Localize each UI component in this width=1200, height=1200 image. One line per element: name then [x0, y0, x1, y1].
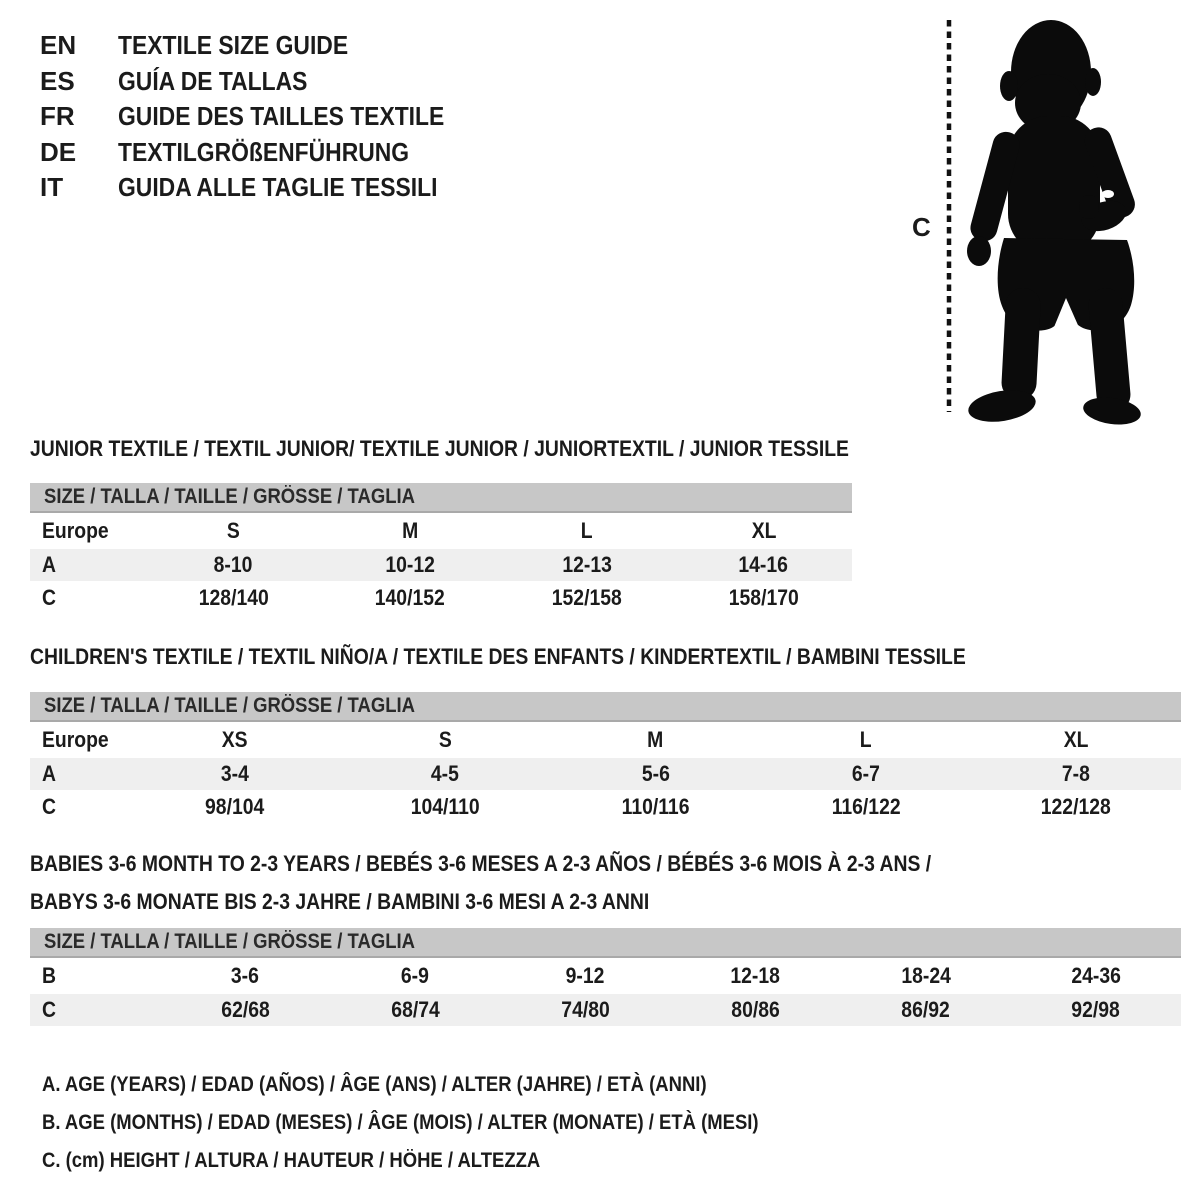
row-label: A: [42, 761, 56, 786]
cell-value: M: [402, 518, 419, 543]
language-row: [40, 28, 489, 64]
cell-value: S: [226, 518, 240, 543]
value-cell: [971, 727, 1181, 753]
cell-value: XL: [1063, 727, 1089, 752]
row-label: Europe: [42, 727, 109, 752]
cell-value: 122/128: [1040, 794, 1111, 819]
table-row: [30, 722, 1181, 758]
size-table-babies: [30, 928, 1181, 1026]
cell-value: 140/152: [375, 585, 446, 610]
row-label: C: [42, 794, 56, 819]
value-cell: [499, 585, 676, 611]
cell-value: 158/170: [728, 585, 799, 610]
value-cell: [761, 727, 971, 753]
cell-value: 5-6: [641, 761, 670, 786]
section-title-babies: [30, 845, 1054, 921]
cell-value: 68/74: [391, 997, 440, 1022]
value-cell: [340, 794, 550, 820]
cell-value: 116/122: [831, 794, 901, 819]
value-cell: [550, 761, 760, 787]
legend-text: B. AGE (MONTHS) / EDAD (MESES) / ÂGE (MOIS) / ALTER (MONATE) / ETÀ (MESI): [42, 1111, 759, 1134]
row-label-cell: [30, 727, 130, 753]
value-cell: [160, 997, 330, 1023]
size-header-label: SIZE / TALLA / TAILLE / GRÖSSE / TAGLIA: [44, 930, 415, 953]
cell-value: 14-16: [738, 552, 789, 577]
row-label: B: [42, 963, 56, 988]
value-cell: [841, 963, 1011, 989]
value-cell: [550, 794, 760, 820]
section-title-text: CHILDREN'S TEXTILE / TEXTIL NIÑO/A / TEXTILE DES ENFANTS / KINDERTEXTIL / BAMBINI TESSILE: [30, 644, 966, 669]
row-label-cell: [30, 963, 160, 989]
legend-text: C. (cm) HEIGHT / ALTURA / HAUTEUR / HÖHE / ALTEZZA: [42, 1149, 541, 1172]
legend-line: [42, 1142, 856, 1180]
value-cell: [322, 585, 499, 611]
table-row: [30, 758, 1181, 790]
cell-value: XS: [222, 727, 249, 752]
value-cell: [671, 963, 841, 989]
cell-value: 24-36: [1071, 963, 1121, 988]
row-label: C: [42, 997, 56, 1022]
cell-value: 80/86: [731, 997, 780, 1022]
value-cell: [145, 552, 322, 578]
value-cell: [330, 997, 500, 1023]
value-cell: [340, 727, 550, 753]
value-cell: [761, 794, 971, 820]
cell-value: 7-8: [1061, 761, 1090, 786]
cell-value: 4-5: [431, 761, 460, 786]
value-cell: [499, 518, 676, 544]
language-row: [40, 99, 489, 135]
row-label-cell: [30, 518, 145, 544]
height-measure-label: C: [912, 212, 931, 242]
value-cell: [971, 761, 1181, 787]
value-cell: [145, 518, 322, 544]
section-title-line: [30, 638, 1093, 676]
row-label-cell: [30, 794, 130, 820]
value-cell: [841, 997, 1011, 1023]
value-cell: [550, 727, 760, 753]
value-cell: [675, 552, 852, 578]
language-row: [40, 170, 489, 206]
row-label: Europe: [42, 518, 109, 543]
language-label: GUIDE DES TAILLES TEXTILE: [118, 101, 445, 132]
size-header-bar: [30, 692, 1181, 722]
value-cell: [160, 963, 330, 989]
size-header-bar: [30, 483, 852, 513]
row-label-cell: [30, 761, 130, 787]
value-cell: [761, 761, 971, 787]
cell-value: 152/158: [551, 585, 622, 610]
value-cell: [330, 963, 500, 989]
section-title-text: JUNIOR TEXTILE / TEXTIL JUNIOR/ TEXTILE JUNIOR / JUNIORTEXTIL / JUNIOR TESSILE: [30, 436, 849, 461]
cell-value: 6-7: [851, 761, 880, 786]
language-label: TEXTILGRÖßENFÜHRUNG: [118, 136, 410, 167]
cell-value: 18-24: [901, 963, 951, 988]
value-cell: [675, 518, 852, 544]
cell-value: 98/104: [205, 794, 265, 819]
section-title-text: BABYS 3-6 MONATE BIS 2-3 JAHRE / BAMBINI 3-6 MESI A 2-3 ANNI: [30, 889, 650, 914]
value-cell: [340, 761, 550, 787]
value-cell: [1011, 997, 1181, 1023]
value-cell: [971, 794, 1181, 820]
row-label-cell: [30, 552, 145, 578]
language-list: [40, 28, 489, 206]
value-cell: [1011, 963, 1181, 989]
legend-line: [42, 1104, 856, 1142]
cell-value: 104/110: [410, 794, 480, 819]
cell-value: 10-12: [385, 552, 435, 577]
cell-value: 74/80: [561, 997, 610, 1022]
cell-value: M: [647, 727, 664, 752]
cell-value: L: [859, 727, 872, 752]
table-row: [30, 513, 852, 549]
legend-text: A. AGE (YEARS) / EDAD (AÑOS) / ÂGE (ANS) / ALTER (JAHRE) / ETÀ (ANNI): [42, 1073, 707, 1096]
cell-value: 9-12: [566, 963, 605, 988]
row-label-cell: [30, 585, 145, 611]
cell-value: 110/116: [621, 794, 690, 819]
section-title-line: [30, 430, 961, 468]
cell-value: 8-10: [213, 552, 253, 577]
table-row: [30, 958, 1181, 994]
section-title-line: [30, 845, 1054, 883]
baby-silhouette: [966, 20, 1142, 428]
section-title-junior: [30, 430, 961, 468]
legend-line: [42, 1066, 856, 1104]
language-label: GUÍA DE TALLAS: [118, 65, 308, 96]
cell-value: 12-18: [730, 963, 781, 988]
language-label: GUIDA ALLE TAGLIE TESSILI: [118, 172, 438, 203]
section-title-children: [30, 638, 1093, 676]
table-row: [30, 581, 852, 615]
value-cell: [130, 761, 340, 787]
cell-value: 128/140: [198, 585, 269, 610]
cell-value: L: [580, 518, 593, 543]
legend: [42, 1066, 856, 1180]
cell-value: 92/98: [1071, 997, 1121, 1022]
cell-value: XL: [751, 518, 776, 543]
language-row: [40, 64, 489, 100]
table-row: [30, 790, 1181, 824]
language-code: EN: [40, 30, 77, 61]
row-label-cell: [30, 997, 160, 1023]
language-code: IT: [40, 172, 64, 203]
cell-value: 3-6: [231, 963, 260, 988]
value-cell: [322, 552, 499, 578]
value-cell: [145, 585, 322, 611]
table-row: [30, 994, 1181, 1026]
size-header-bar: [30, 928, 1181, 958]
language-code: DE: [40, 136, 77, 167]
size-header-label: SIZE / TALLA / TAILLE / GRÖSSE / TAGLIA: [44, 694, 415, 717]
value-cell: [130, 727, 340, 753]
value-cell: [130, 794, 340, 820]
section-title-line: [30, 883, 1054, 921]
value-cell: [499, 552, 676, 578]
cell-value: 6-9: [401, 963, 430, 988]
cell-value: 12-13: [562, 552, 612, 577]
cell-value: 62/68: [220, 997, 270, 1022]
cell-value: 3-4: [221, 761, 250, 786]
value-cell: [675, 585, 852, 611]
language-code: ES: [40, 65, 75, 96]
value-cell: [500, 997, 670, 1023]
cell-value: S: [438, 727, 452, 752]
value-cell: [671, 997, 841, 1023]
size-table-children: [30, 692, 1181, 824]
baby-figure: [900, 10, 1150, 430]
cell-value: 86/92: [901, 997, 950, 1022]
size-header-label: SIZE / TALLA / TAILLE / GRÖSSE / TAGLIA: [44, 485, 415, 508]
row-label: C: [42, 585, 56, 610]
table-row: [30, 549, 852, 581]
language-label: TEXTILE SIZE GUIDE: [118, 30, 349, 61]
value-cell: [500, 963, 670, 989]
size-table-junior: [30, 483, 852, 615]
baby-figure-graphic: [900, 10, 1150, 430]
value-cell: [322, 518, 499, 544]
language-row: [40, 135, 489, 171]
section-title-text: BABIES 3-6 MONTH TO 2-3 YEARS / BEBÉS 3-6 MESES A 2-3 AÑOS / BÉBÉS 3-6 MOIS À 2-3 ANS /: [30, 851, 932, 876]
row-label: A: [42, 552, 56, 577]
language-code: FR: [40, 101, 75, 132]
